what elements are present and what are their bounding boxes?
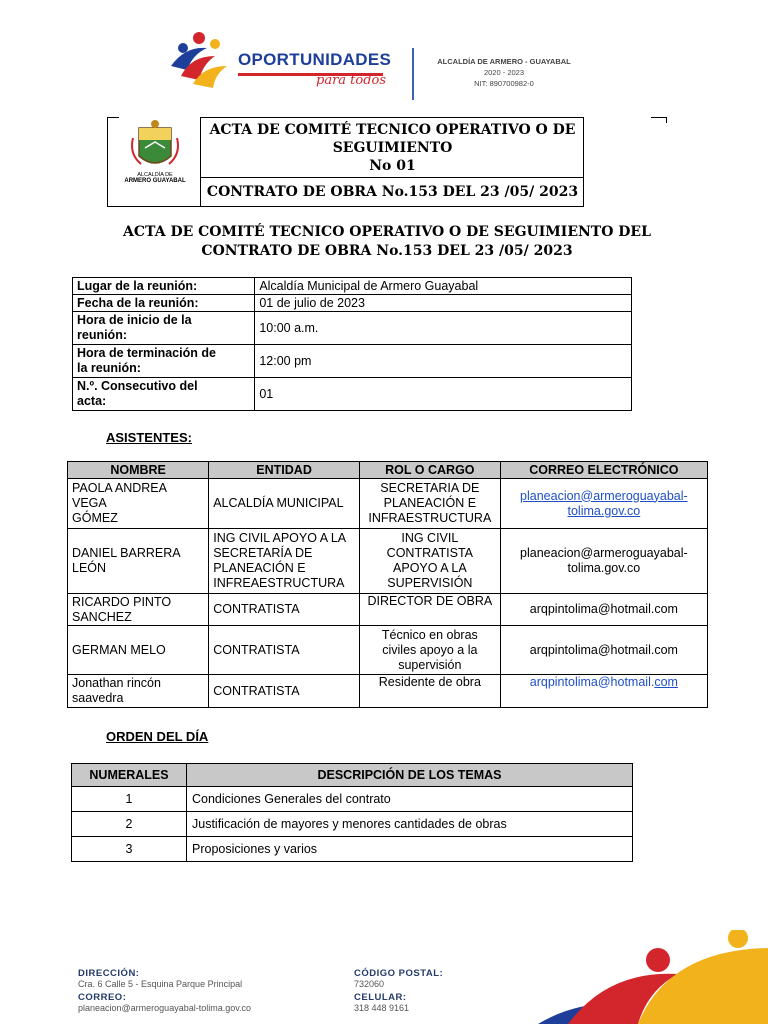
attendee-role: DIRECTOR DE OBRA [359, 594, 500, 626]
col-name: NOMBRE [68, 462, 209, 479]
document-heading [110, 223, 664, 261]
date-label: Fecha de la reunión: [73, 295, 255, 312]
table-row [68, 594, 708, 626]
table-row [72, 837, 633, 862]
start-value: 10:00 a.m. [255, 312, 632, 345]
footer-address-value: Cra. 6 Calle 5 - Esquina Parque Principal [78, 979, 243, 989]
attendee-entity: ALCALDÍA MUNICIPAL [209, 479, 360, 529]
date-value: 01 de julio de 2023 [255, 295, 632, 312]
table-row [68, 626, 708, 675]
info-row-place [73, 278, 632, 295]
title-line-1: ACTA DE COMITÉ TECNICO OPERATIVO O DE [209, 122, 576, 138]
table-row [72, 787, 633, 812]
footer-phone-label: CELULAR: [354, 992, 407, 1003]
table-row [68, 529, 708, 594]
footer-phone-value: 318 448 9161 [354, 1003, 410, 1013]
sequence-label: N.º. Consecutivo del acta: [73, 378, 255, 411]
info-row-end [73, 345, 632, 378]
header-org-info [432, 56, 576, 89]
heading-line-1: ACTA DE COMITÉ TECNICO OPERATIVO O DE SEGUIMIENTO DEL [123, 224, 651, 240]
attendee-entity: ING CIVIL APOYO A LA SECRETARÍA DE PLANEACIÓN E INFREAESTRUCTURA [209, 529, 360, 594]
table-row [72, 812, 633, 837]
title-main [201, 121, 584, 175]
oportunidades-logo-icon [163, 26, 233, 96]
org-nit: NIT: 890700982-0 [474, 79, 534, 88]
agenda-number: 3 [72, 837, 187, 862]
attendee-entity: CONTRATISTA [209, 626, 360, 675]
org-period: 2020 - 2023 [483, 68, 525, 77]
title-line-2: SEGUIMIENTO [332, 140, 453, 156]
table-row [68, 675, 708, 708]
agenda-description: Justificación de mayores y menores cantidades de obras [187, 812, 633, 837]
agenda-number: 2 [72, 812, 187, 837]
agenda-number: 1 [72, 787, 187, 812]
start-label: Hora de inicio de la reunión: [73, 312, 255, 345]
title-contract: CONTRATO DE OBRA No.153 DEL 23 /05/ 2023 [206, 184, 579, 200]
place-label: Lugar de la reunión: [73, 278, 255, 295]
col-descripcion: DESCRIPCIÓN DE LOS TEMAS [187, 764, 633, 787]
crest-line-2: ARMERO GUAYABAL [124, 178, 186, 184]
col-entity: ENTIDAD [209, 462, 360, 479]
agenda-title: ORDEN DEL DÍA [106, 729, 209, 744]
attendee-name: DANIEL BARRERA LEÓN [68, 529, 209, 594]
place-value: Alcaldía Municipal de Armero Guayabal [255, 278, 632, 295]
title-line-3: No 01 [369, 158, 416, 174]
attendee-name: PAOLA ANDREA VEGA GÓMEZ [68, 479, 209, 529]
attendees-title: ASISTENTES: [106, 430, 192, 445]
agenda-description: Proposiciones y varios [187, 837, 633, 862]
info-row-date [73, 295, 632, 312]
attendee-entity: CONTRATISTA [209, 675, 360, 708]
crest-caption [113, 172, 197, 184]
footer-email-label: CORREO: [78, 992, 127, 1003]
attendee-name: GERMAN MELO [68, 626, 209, 675]
attendee-email-link[interactable]: planeacion@armeroguayabal- tolima.gov.co [500, 479, 707, 529]
attendee-role: ING CIVIL CONTRATISTA APOYO A LA SUPERVISIÓN [359, 529, 500, 594]
meeting-info-table [72, 277, 632, 411]
end-label: Hora de terminación de la reunión: [73, 345, 255, 378]
heading-line-2: CONTRATO DE OBRA No.153 DEL 23 /05/ 2023 [201, 243, 573, 259]
footer-brand-swoosh-icon [538, 930, 768, 1024]
attendee-entity: CONTRATISTA [209, 594, 360, 626]
table-row [68, 479, 708, 529]
attendee-email: arqpintolima@hotmail.com [500, 594, 707, 626]
footer-email-value: planeacion@armeroguayabal-tolima.gov.co [78, 1003, 252, 1013]
attendees-header-row [68, 462, 708, 479]
footer-address-label: DIRECCIÓN: [78, 968, 140, 979]
sequence-value: 01 [255, 378, 632, 411]
header-divider [412, 48, 414, 100]
footer-postal-value: 732060 [354, 979, 385, 989]
attendee-role: Residente de obra [359, 675, 500, 708]
brand-tagline: para todos [316, 73, 387, 88]
col-email: CORREO ELECTRÓNICO [500, 462, 707, 479]
attendee-email: arqpintolima@hotmail.com [500, 626, 707, 675]
crest-line-1: ALCALDÍA DE [137, 172, 173, 178]
footer-postal-label: CÓDIGO POSTAL: [354, 968, 444, 979]
attendee-role: Técnico en obras civiles apoyo a la supervisión [359, 626, 500, 675]
attendee-role: SECRETARIA DE PLANEACIÓN E INFRAESTRUCTURA [359, 479, 500, 529]
attendee-email-link[interactable]: arqpintolima@hotmail.com [500, 675, 707, 708]
col-numerales: NUMERALES [72, 764, 187, 787]
agenda-description: Condiciones Generales del contrato [187, 787, 633, 812]
attendee-email: planeacion@armeroguayabal- tolima.gov.co [500, 529, 707, 594]
info-row-sequence [73, 378, 632, 411]
attendee-name: RICARDO PINTO SANCHEZ [68, 594, 209, 626]
end-value: 12:00 pm [255, 345, 632, 378]
info-row-start [73, 312, 632, 345]
org-name: ALCALDÍA DE ARMERO - GUAYABAL [437, 57, 571, 66]
col-role: ROL O CARGO [359, 462, 500, 479]
agenda-header-row [72, 764, 633, 787]
attendee-name: Jonathan rincón saavedra [68, 675, 209, 708]
brand-name: OPORTUNIDADES [238, 50, 392, 69]
agenda-table [71, 763, 633, 862]
attendees-table [67, 461, 708, 708]
